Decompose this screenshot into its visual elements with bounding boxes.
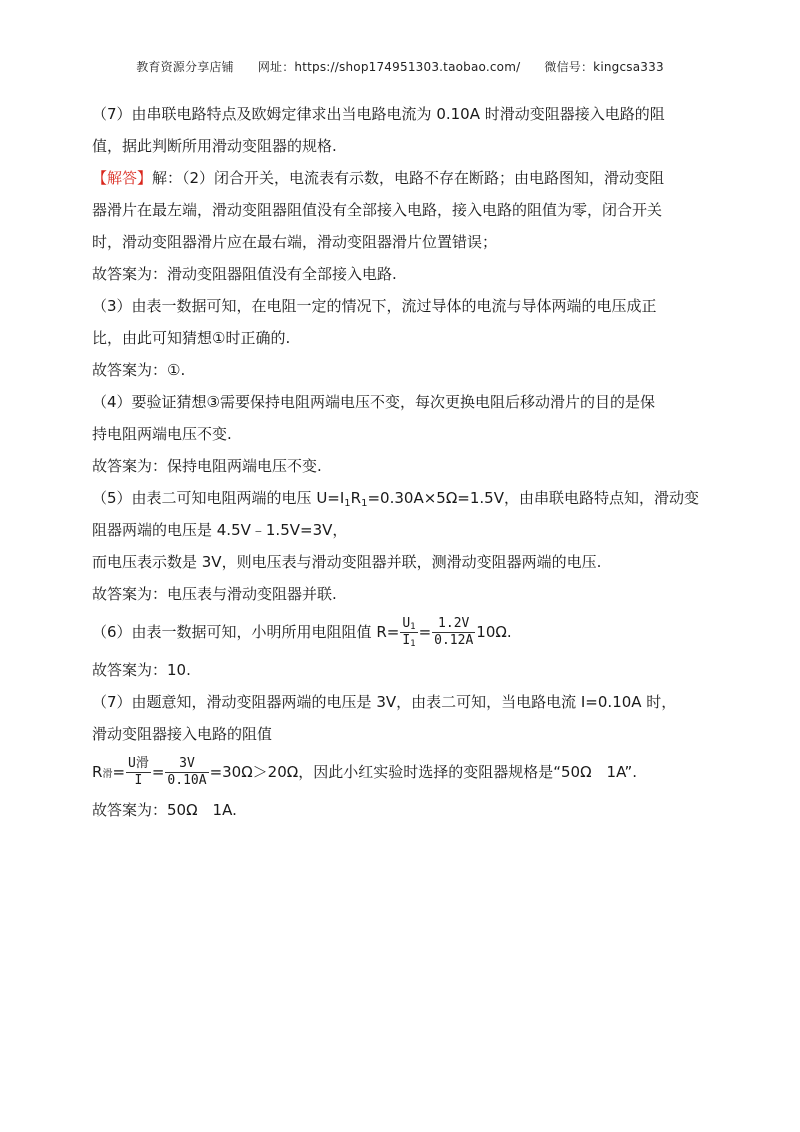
text-line: （4）要验证猜想③需要保持电阻两端电压不变，每次更换电阻后移动滑片的目的是保 <box>92 393 655 411</box>
text-part: =0.30A×5Ω=1.5V，由串联电路特点知，滑动变 <box>367 489 699 507</box>
equals-sign: = <box>418 623 432 641</box>
text-line: 而电压表示数是 3V，则电压表与滑动变阻器并联，测滑动变阻器两端的电压. <box>92 553 602 571</box>
formula-line <box>92 482 720 514</box>
text-part: R <box>92 763 103 781</box>
header-wechat: 微信号：kingcsa333 <box>544 60 664 74</box>
text-part: R <box>350 489 362 507</box>
fraction-denominator: I <box>134 773 143 788</box>
fraction-numerator: $U_1$ <box>402 616 416 632</box>
text-line: 持电阻两端电压不变. <box>92 425 232 443</box>
text-part: =30Ω＞20Ω，因此小红实验时选择的变阻器规格是“50Ω 1A”. <box>209 763 638 781</box>
fraction <box>432 616 475 649</box>
subscript: 滑 <box>102 769 113 780</box>
fraction <box>165 756 208 789</box>
text-line: 阻器两端的电压是 4.5V﹣1.5V=3V， <box>92 521 348 539</box>
fraction-denominator: 0.12A <box>434 633 474 648</box>
answer-heading-line <box>92 162 720 194</box>
fraction <box>400 616 417 649</box>
text-part: （5）由表二可知电阻两端的电压 U=I <box>92 489 345 507</box>
subscript: 1 <box>361 498 368 509</box>
answer-line: 故答案为：滑动变阻器阻值没有全部接入电路. <box>92 265 397 283</box>
page-header <box>0 58 800 75</box>
text-line: 值，据此判断所用滑动变阻器的规格. <box>92 137 337 155</box>
fraction-numerator: 3V <box>165 756 208 773</box>
fraction <box>126 756 151 789</box>
text-line: （7）由串联电路特点及欧姆定律求出当电路电流为 0.10A 时滑动变阻器接入电路的阻 <box>92 105 665 123</box>
answer-line: 故答案为：保持电阻两端电压不变. <box>92 457 322 475</box>
formula-line <box>92 750 720 794</box>
answer-line: 故答案为：50Ω 1A. <box>92 801 237 819</box>
formula-line <box>92 610 720 654</box>
text-line: 器滑片在最左端，滑动变阻器阻值没有全部接入电路，接入电路的阻值为零，闭合开关 <box>92 201 663 219</box>
header-shop: 教育资源分享店铺 <box>136 60 234 74</box>
answer-line: 故答案为：电压表与滑动变阻器并联. <box>92 585 337 603</box>
text-line: 时，滑动变阻器滑片应在最右端，滑动变阻器滑片位置错误； <box>92 233 498 251</box>
text-part: （6）由表一数据可知，小明所用电阻阻值 R= <box>92 623 400 641</box>
text-line: （7）由题意知，滑动变阻器两端的电压是 3V，由表二可知，当电路电流 I=0.10A 时， <box>92 693 677 711</box>
answer-tag: 【解答】 <box>92 169 153 187</box>
fraction-numerator: 1.2V <box>432 616 475 633</box>
answer-line: 故答案为：10. <box>92 661 191 679</box>
fraction-denominator: 0.10A <box>167 773 207 788</box>
equals-sign: = <box>151 763 165 781</box>
answer-line: 故答案为：①. <box>92 361 186 379</box>
text-line: 滑动变阻器接入电路的阻值 <box>92 725 273 743</box>
document-body <box>92 98 720 826</box>
fraction-numerator: U滑 <box>128 756 149 771</box>
text-line: 比，由此可知猜想①时正确的. <box>92 329 291 347</box>
equals-sign: = <box>112 763 126 781</box>
text-part: 10Ω. <box>476 623 512 641</box>
text-line: （3）由表一数据可知，在电阻一定的情况下，流过导体的电流与导体两端的电压成正 <box>92 297 657 315</box>
fraction-denominator: $I_1$ <box>402 633 416 649</box>
text-line: 解：（2）闭合开关，电流表有示数，电路不存在断路；由电路图知，滑动变阻 <box>152 169 665 187</box>
subscript: 1 <box>344 498 351 509</box>
header-site: 网址：https://shop174951303.taobao.com/ <box>257 60 521 74</box>
